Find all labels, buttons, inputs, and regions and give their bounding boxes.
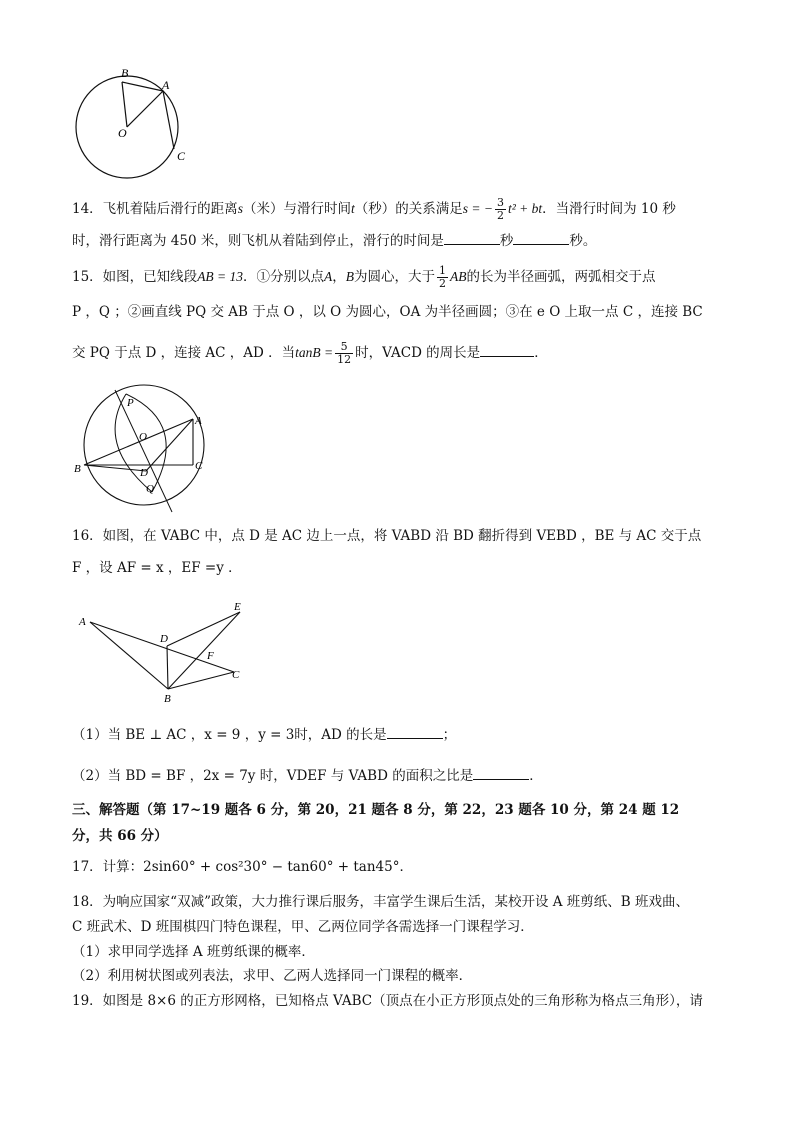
q16-sub1: （1）当 BE ⊥ AC ，x = 9 ，y = 3时，AD 的长是 ； <box>72 724 732 745</box>
label-C: C <box>195 460 203 472</box>
q16-line2: F ，设 AF = x ，EF =y ． <box>72 560 242 576</box>
label-B: B <box>121 66 129 80</box>
label-B: B <box>74 463 81 475</box>
q14-text: ．当滑行时间为 10 秒 <box>542 201 676 217</box>
answer-blank[interactable] <box>387 724 443 739</box>
var-t: t <box>350 201 355 216</box>
q19-line1: 19．如图是 8×6 的正方形网格，已知格点 VABC（顶点在小正方形顶点处的三角形称为格点三角形），请 <box>72 993 703 1009</box>
label-E: E <box>234 601 241 613</box>
answer-blank[interactable] <box>513 230 569 245</box>
label-C: C <box>232 669 240 681</box>
q14-text: 14．飞机着陆后滑行的距离 <box>72 201 238 217</box>
formula-rhs: t² + bt <box>507 201 543 216</box>
label-O: O <box>118 126 127 140</box>
q15-line2: P ，Q ；②画直线 PQ 交 AB 于点 O ，以 O 为圆心，OA 为半径画圆；③在 e O 上取一点 C ，连接 BC <box>72 304 703 320</box>
fraction-3-2: $\frac{3}{2}$ <box>496 196 504 222</box>
var-s: s <box>237 201 243 216</box>
q18-sub2: （2）利用树状图或列表法，求甲、乙两人选择同一门课程的概率． <box>72 968 473 984</box>
fraction-1-2: $\frac{1}{2}$ <box>439 264 447 290</box>
label-F: F <box>207 650 214 662</box>
q18-line2: C 班武术、D 班围棋四门特色课程，甲、乙两位同学各需选择一门课程学习． <box>72 919 534 935</box>
formula-lhs: s = − <box>462 201 493 216</box>
figure-q13-circle <box>70 62 200 180</box>
label-D: D <box>140 467 148 479</box>
q17: 17．计算：2sin60° + cos²30° − tan60° + tan45°． <box>72 859 413 875</box>
q14-line2: 时，滑行距离为 450 米，则飞机从着陆到停止，滑行的时间是 秒 秒。 <box>72 230 732 251</box>
section3-heading-line2: 分，共 66 分） <box>72 828 168 844</box>
q14-line1 <box>72 197 732 222</box>
q14-text: （秒）的关系满足 <box>354 201 463 217</box>
q15-line1: 15．如图，已知线段AB = 13．①分别以点A，B为圆心，大于 $\frac{1}{2}$ AB的长为半径画弧，两弧相交于点 <box>72 264 656 290</box>
label-A: A <box>195 415 202 427</box>
q16-line1: 16．如图，在 VABC 中，点 D 是 AC 边上一点，将 VABD 沿 BD 翻折得到 VEBD ，BE 与 AC 交于点 <box>72 528 702 544</box>
q14-text: （米）与滑行时间 <box>242 201 351 217</box>
q15-line3: 交 PQ 于点 D ，连接 AC ，AD ．当tanB = $\frac{5}{12}$ 时，VACD 的周长是 ． <box>72 340 548 366</box>
q18-sub1: （1）求甲同学选择 A 班剪纸课的概率． <box>72 944 315 960</box>
label-Q: Q <box>146 483 154 495</box>
label-A: A <box>162 78 170 92</box>
fraction-5-12: $\frac{5}{12}$ <box>337 340 352 366</box>
label-D: D <box>160 633 168 645</box>
answer-blank[interactable] <box>473 765 529 780</box>
label-B: B <box>164 693 171 705</box>
figure-q15 <box>70 384 220 516</box>
q16-sub2: （2）当 BD = BF ，2x = 7y 时，VDEF 与 VABD 的面积之比是 ． <box>72 765 732 786</box>
label-C: C <box>177 149 186 163</box>
label-O: O <box>139 431 147 443</box>
figure-q16 <box>72 598 262 708</box>
label-A: A <box>79 616 86 628</box>
label-P: P <box>127 397 134 409</box>
answer-blank[interactable] <box>480 342 534 357</box>
q18-line1: 18．为响应国家“双减”政策，大力推行课后服务，丰富学生课后生活，某校开设 A 班剪纸、B 班戏曲、 <box>72 894 690 910</box>
section3-heading-line1: 三、解答题（第 17~19 题各 6 分，第 20，21 题各 8 分，第 22，23 题各 10 分，第 24 题 12 <box>72 802 680 818</box>
answer-blank[interactable] <box>444 230 500 245</box>
